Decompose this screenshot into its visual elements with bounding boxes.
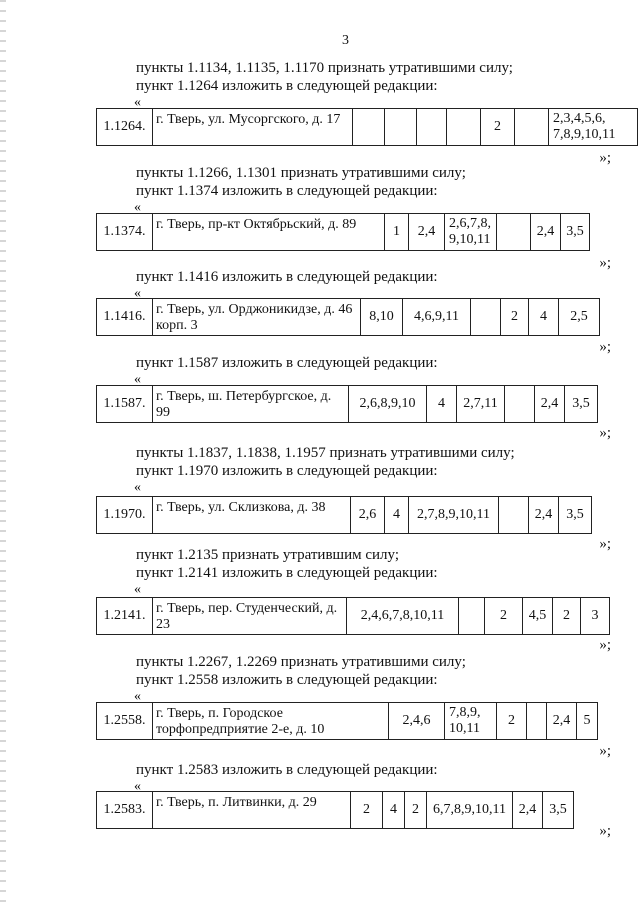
table-cell: 4 xyxy=(382,791,404,829)
table-cell: 2,6 xyxy=(350,496,384,534)
open-quote: « xyxy=(134,286,141,301)
instruction-line: пункт 1.2558 изложить в следующей редакции: xyxy=(136,672,438,688)
close-quote: »; xyxy=(599,536,611,552)
instruction-line: пункт 1.1587 изложить в следующей редакции: xyxy=(136,355,438,371)
table-row xyxy=(96,385,598,423)
open-quote: « xyxy=(134,582,141,597)
table-row xyxy=(96,298,600,336)
close-quote: »; xyxy=(599,637,611,653)
table-cell: 2 xyxy=(404,791,426,829)
table-cell xyxy=(470,298,500,336)
table-cell: 2,5 xyxy=(558,298,600,336)
table-cell: 2,6,7,8, 9,10,11 xyxy=(444,213,496,251)
item-number-cell: 1.2141. xyxy=(96,597,152,635)
close-quote: »; xyxy=(599,743,611,759)
instruction-line: пункт 1.1374 изложить в следующей редакции: xyxy=(136,183,438,199)
instruction-line: пункт 1.1970 изложить в следующей редакции: xyxy=(136,463,438,479)
table-cell: 3,5 xyxy=(542,791,574,829)
address-cell: г. Тверь, пер. Студенческий, д. 23 xyxy=(152,597,346,635)
table-cell: 2 xyxy=(480,108,514,146)
table-cell xyxy=(416,108,446,146)
table-cell: 4 xyxy=(426,385,456,423)
table-cell: 2,4 xyxy=(512,791,542,829)
open-quote: « xyxy=(134,95,141,110)
table-cell: 2 xyxy=(350,791,382,829)
table-cell xyxy=(384,108,416,146)
table-cell: 2,4 xyxy=(528,496,558,534)
scan-edge xyxy=(0,0,6,905)
table-cell: 2 xyxy=(496,702,526,740)
instruction-line: пункт 1.1416 изложить в следующей редакции: xyxy=(136,269,438,285)
instruction-line: пункт 1.2135 признать утратившим силу; xyxy=(136,547,400,563)
address-cell: г. Тверь, п. Литвинки, д. 29 xyxy=(152,791,350,829)
item-number-cell: 1.1374. xyxy=(96,213,152,251)
address-cell: г. Тверь, пр-кт Октябрьский, д. 89 xyxy=(152,213,384,251)
close-quote: »; xyxy=(599,150,611,166)
instruction-line: пункт 1.1264 изложить в следующей редакции: xyxy=(136,78,438,94)
instruction-line: пункт 1.2583 изложить в следующей редакции: xyxy=(136,762,438,778)
table-cell: 6,7,8,9,10,11 xyxy=(426,791,512,829)
table-cell xyxy=(504,385,534,423)
instruction-line: пункты 1.1837, 1.1838, 1.1957 признать утратившими силу; xyxy=(136,445,515,461)
item-number-cell: 1.1416. xyxy=(96,298,152,336)
table-cell: 2,4 xyxy=(546,702,576,740)
table-cell: 4,6,9,11 xyxy=(402,298,470,336)
table-row xyxy=(96,702,598,740)
table-cell: 4 xyxy=(528,298,558,336)
table-cell: 2 xyxy=(500,298,528,336)
table-cell: 5 xyxy=(576,702,598,740)
open-quote: « xyxy=(134,779,141,794)
item-number-cell: 1.2583. xyxy=(96,791,152,829)
address-cell: г. Тверь, ш. Петербургское, д. 99 xyxy=(152,385,348,423)
table-cell: 2,4 xyxy=(408,213,444,251)
table-cell xyxy=(352,108,384,146)
open-quote: « xyxy=(134,480,141,495)
instruction-line: пункт 1.2141 изложить в следующей редакции: xyxy=(136,565,438,581)
table-cell: 7,8,9, 10,11 xyxy=(444,702,496,740)
open-quote: « xyxy=(134,200,141,215)
table-cell: 2 xyxy=(552,597,580,635)
table-row xyxy=(96,496,592,534)
table-cell xyxy=(514,108,548,146)
item-number-cell: 1.2558. xyxy=(96,702,152,740)
table-cell: 3,5 xyxy=(564,385,598,423)
table-row xyxy=(96,597,610,635)
close-quote: »; xyxy=(599,255,611,271)
table-row xyxy=(96,791,574,829)
table-cell: 4 xyxy=(384,496,408,534)
instruction-line: пункты 1.1266, 1.1301 признать утратившими силу; xyxy=(136,165,466,181)
table-row xyxy=(96,108,638,146)
table-cell: 2,6,8,9,10 xyxy=(348,385,426,423)
item-number-cell: 1.1587. xyxy=(96,385,152,423)
table-cell: 8,10 xyxy=(360,298,402,336)
close-quote: »; xyxy=(599,425,611,441)
address-cell: г. Тверь, ул. Орджоникидзе, д. 46 корп. 3 xyxy=(152,298,360,336)
table-row xyxy=(96,213,590,251)
table-cell: 2,4,6 xyxy=(388,702,444,740)
open-quote: « xyxy=(134,689,141,704)
table-cell xyxy=(526,702,546,740)
table-cell: 3,5 xyxy=(560,213,590,251)
address-cell: г. Тверь, ул. Мусоргского, д. 17 xyxy=(152,108,352,146)
table-cell xyxy=(446,108,480,146)
table-cell: 2,7,11 xyxy=(456,385,504,423)
table-cell: 2 xyxy=(484,597,522,635)
table-cell xyxy=(496,213,530,251)
table-cell xyxy=(458,597,484,635)
instruction-line: пункты 1.1134, 1.1135, 1.1170 признать утратившими силу; xyxy=(136,60,513,76)
table-cell: 1 xyxy=(384,213,408,251)
item-number-cell: 1.1264. xyxy=(96,108,152,146)
table-cell: 2,4 xyxy=(530,213,560,251)
address-cell: г. Тверь, п. Городское торфопредприятие 2-е, д. 10 xyxy=(152,702,388,740)
close-quote: »; xyxy=(599,823,611,839)
table-cell: 3 xyxy=(580,597,610,635)
table-cell: 2,4,6,7,8,10,11 xyxy=(346,597,458,635)
table-cell: 3,5 xyxy=(558,496,592,534)
table-cell xyxy=(498,496,528,534)
table-cell: 2,4 xyxy=(534,385,564,423)
table-cell: 2,3,4,5,6, 7,8,9,10,11 xyxy=(548,108,638,146)
table-cell: 2,7,8,9,10,11 xyxy=(408,496,498,534)
address-cell: г. Тверь, ул. Склизкова, д. 38 xyxy=(152,496,350,534)
table-cell: 4,5 xyxy=(522,597,552,635)
close-quote: »; xyxy=(599,339,611,355)
item-number-cell: 1.1970. xyxy=(96,496,152,534)
page-number: 3 xyxy=(342,33,349,48)
instruction-line: пункты 1.2267, 1.2269 признать утратившими силу; xyxy=(136,654,466,670)
open-quote: « xyxy=(134,372,141,387)
